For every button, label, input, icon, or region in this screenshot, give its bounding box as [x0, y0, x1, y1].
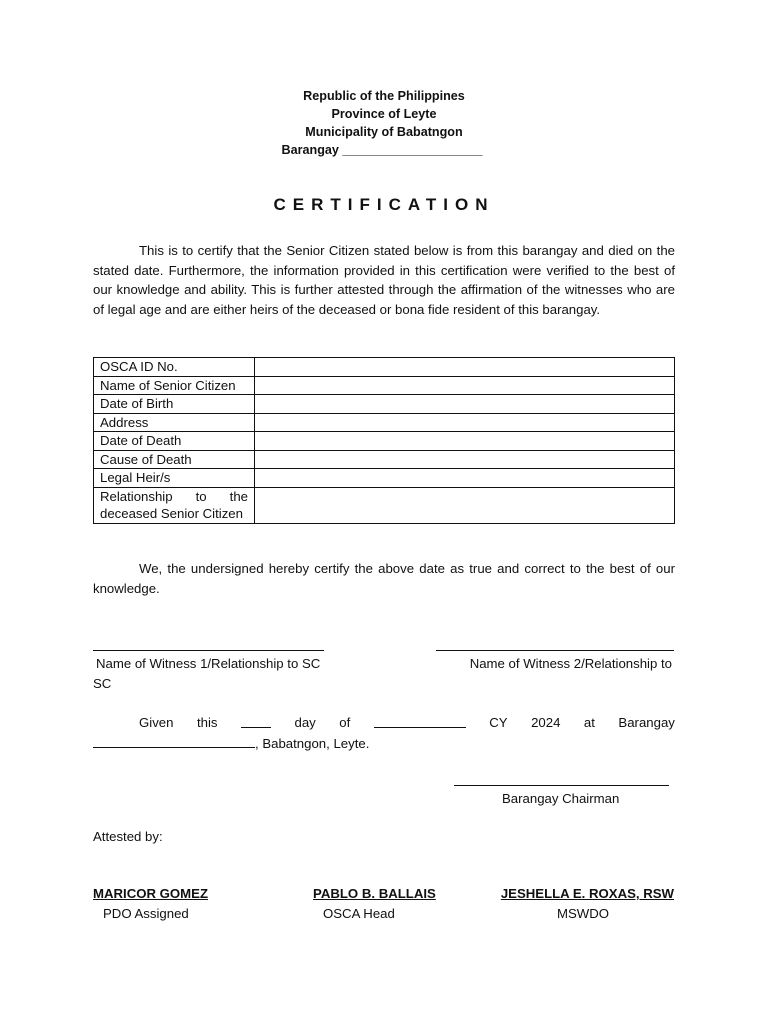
given-word: at	[583, 715, 595, 730]
attested-by-label: Attested by:	[93, 829, 163, 844]
row-value	[255, 376, 675, 395]
witness1-label: Name of Witness 1/Relationship to SC	[96, 656, 321, 671]
chairman-label: Barangay Chairman	[502, 791, 620, 806]
row-label: Date of Birth	[94, 395, 255, 414]
witness1-signature-line	[93, 650, 324, 651]
document-header	[0, 87, 768, 159]
signatory-name-mswdo: JESHELLA E. ROXAS, RSW	[500, 886, 674, 901]
row-value	[255, 395, 675, 414]
witness2-label: Name of Witness 2/Relationship to	[469, 656, 672, 671]
witness2-signature-line	[436, 650, 674, 651]
header-republic: Republic of the Philippines	[303, 89, 465, 103]
row-value	[255, 469, 675, 488]
table-row	[94, 395, 675, 414]
certify-paragraph	[93, 559, 675, 598]
given-paragraph	[93, 713, 675, 753]
senior-citizen-info-table	[93, 357, 675, 524]
row-label: Address	[94, 413, 255, 432]
signatory-role-pdo: PDO Assigned	[103, 906, 189, 921]
given-word: this	[196, 715, 218, 730]
witness2-label-continued: SC	[93, 676, 112, 691]
row-label: Relationship to the deceased Senior Citizen	[94, 487, 255, 523]
day-blank	[241, 713, 271, 728]
table-row	[94, 376, 675, 395]
table-row	[94, 487, 675, 523]
header-barangay: Barangay ____________________	[281, 143, 483, 157]
barangay-blank	[93, 733, 255, 748]
row-label: Name of Senior Citizen	[94, 376, 255, 395]
row-value	[255, 487, 675, 523]
row-label: Cause of Death	[94, 450, 255, 469]
signatory-name-pdo: MARICOR GOMEZ	[93, 886, 209, 901]
table-row	[94, 432, 675, 451]
row-value	[255, 358, 675, 377]
given-word: Barangay	[618, 715, 675, 730]
given-year: 2024	[531, 715, 561, 730]
intro-text: This is to certify that the Senior Citizen stated below is from this barangay and died on the stated date. Furthermore, the information provided in this certification were verified to the best of our knowledge and ability. This is further attested through the affirmation of the witnesses who are of legal age and are either heirs of the deceased or bona fide resident of this barangay.	[93, 243, 675, 317]
row-label: Date of Death	[94, 432, 255, 451]
chairman-signature-line	[454, 785, 669, 786]
given-line-2	[93, 733, 675, 754]
table-row	[94, 358, 675, 377]
month-blank	[374, 713, 466, 728]
row-label: OSCA ID No.	[94, 358, 255, 377]
given-word: Given	[139, 715, 174, 730]
given-word: of	[339, 715, 351, 730]
certify-text: We, the undersigned hereby certify the above date as true and correct to the best of our knowledge.	[93, 561, 675, 596]
given-word: day	[294, 715, 316, 730]
table-row	[94, 450, 675, 469]
table-row	[94, 469, 675, 488]
intro-paragraph	[93, 241, 675, 319]
signatory-name-osca: PABLO B. BALLAIS	[313, 886, 436, 901]
row-value	[255, 450, 675, 469]
signatory-role-osca: OSCA Head	[323, 906, 395, 921]
row-value	[255, 432, 675, 451]
row-value	[255, 413, 675, 432]
given-word: CY	[489, 715, 508, 730]
signatory-role-mswdo: MSWDO	[557, 906, 610, 921]
document-title: CERTIFICATION	[273, 195, 495, 214]
header-province: Province of Leyte	[331, 107, 437, 121]
row-label: Legal Heir/s	[94, 469, 255, 488]
given-line-1	[93, 713, 675, 733]
table-row	[94, 413, 675, 432]
header-municipality: Municipality of Babatngon	[305, 125, 463, 139]
given-location: , Babatngon, Leyte.	[255, 735, 370, 751]
